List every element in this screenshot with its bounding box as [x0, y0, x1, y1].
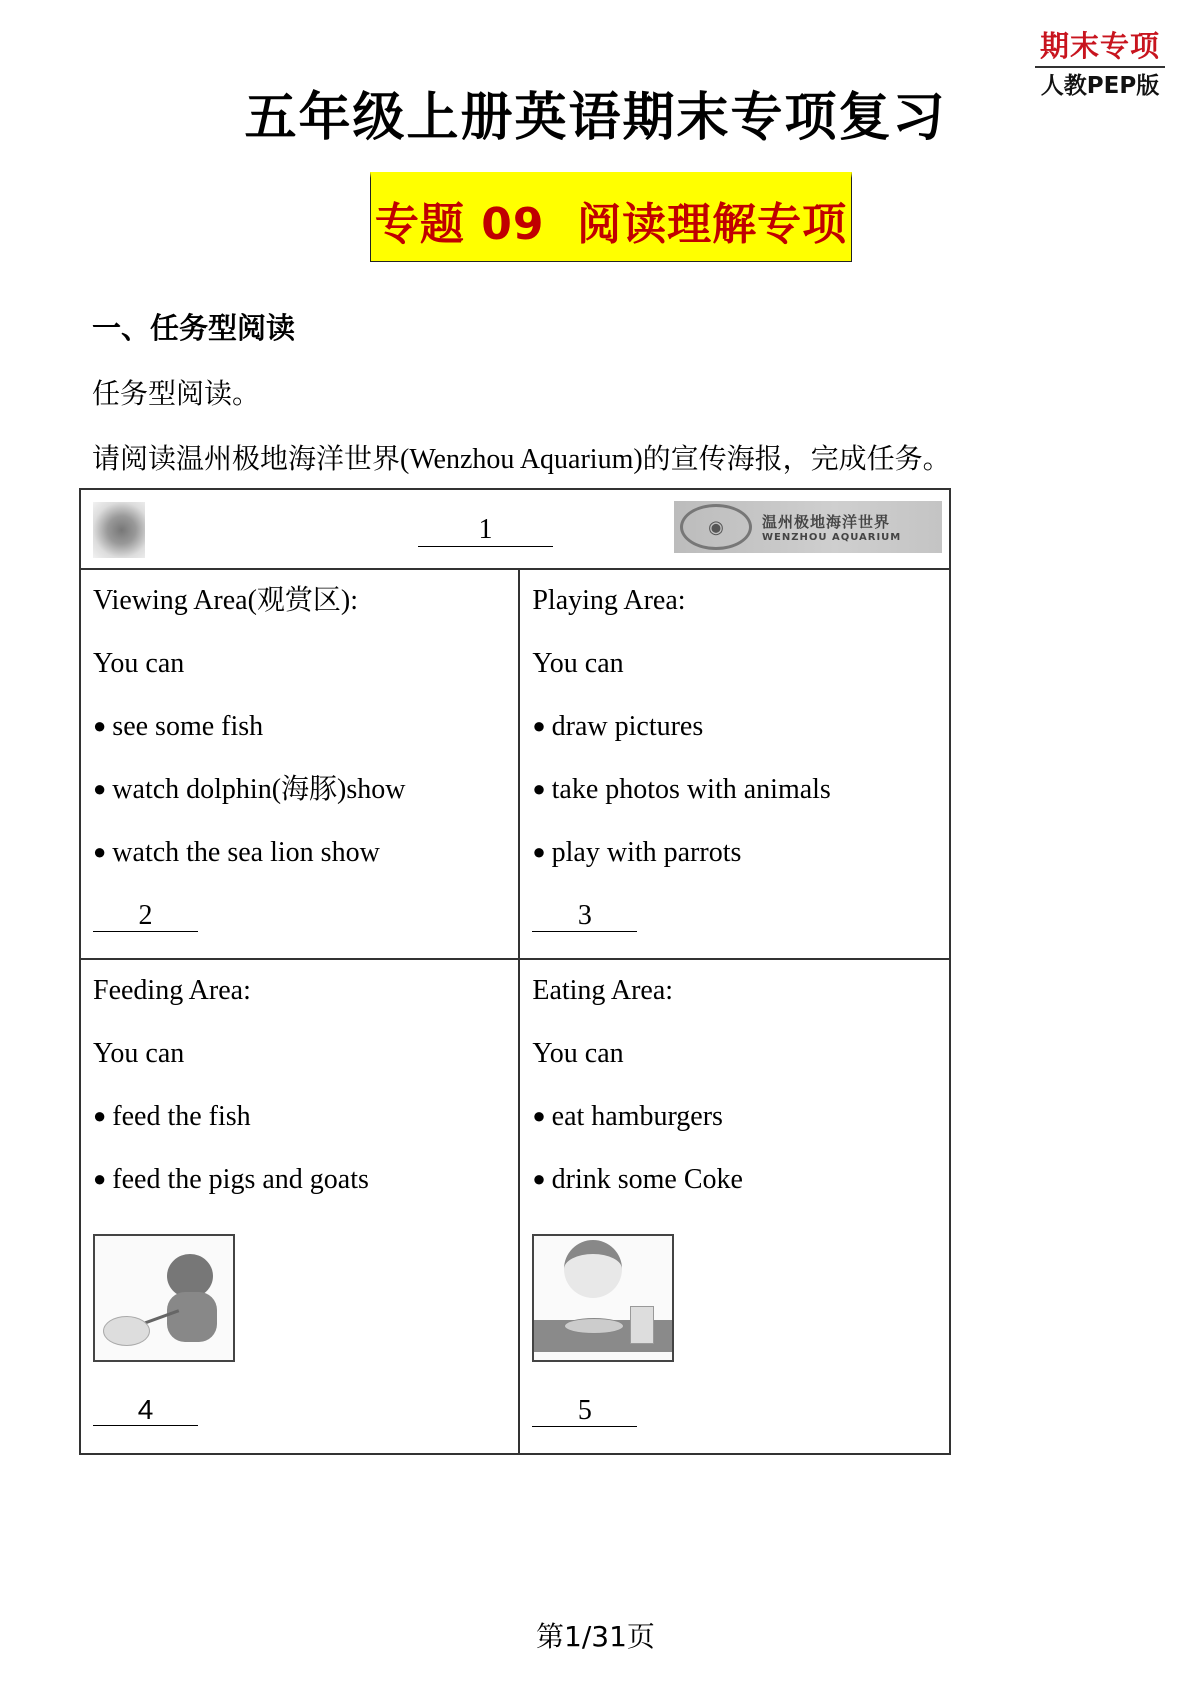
- aquarium-logo: [674, 501, 942, 553]
- logo-chinese-name: 温州极地海洋世界: [762, 513, 891, 531]
- eating-area-cell: [519, 959, 950, 1454]
- area-title: Feeding Area:: [93, 975, 251, 1006]
- list-item: ● see some fish: [93, 706, 506, 769]
- list-item: ● play with parrots: [532, 832, 937, 895]
- topic-label: 专题 09 阅读理解专项: [374, 198, 848, 250]
- area-lead: You can: [93, 1038, 185, 1069]
- list-item: ● take photos with animals: [532, 769, 937, 832]
- area-lead: You can: [93, 648, 185, 679]
- eye-emblem-icon: ◉: [680, 504, 752, 550]
- area-title: Viewing Area(观赏区):: [93, 585, 359, 616]
- page-number: 第1/31页: [536, 1620, 655, 1653]
- area-lead: You can: [532, 648, 624, 679]
- list-item: ● drink some Coke: [532, 1159, 937, 1222]
- list-item: ● feed the fish: [93, 1096, 506, 1159]
- answer-blank-1: 1: [418, 514, 553, 547]
- boy-eating-picture: [532, 1234, 674, 1362]
- list-item: ● watch the sea lion show: [93, 832, 506, 895]
- badge-divider: [1035, 66, 1165, 68]
- poster-header: [80, 489, 950, 569]
- area-title: Eating Area:: [532, 975, 674, 1006]
- aquarium-poster: [79, 488, 951, 1455]
- answer-blank-4: 4: [93, 1395, 198, 1426]
- list-item: ● draw pictures: [532, 706, 937, 769]
- area-title: Playing Area:: [532, 585, 686, 616]
- page-title: 五年级上册英语期末专项复习: [244, 88, 947, 148]
- area-lead: You can: [532, 1038, 624, 1069]
- koala-picture-icon: [93, 502, 145, 558]
- answer-blank-3: 3: [532, 901, 637, 932]
- viewing-area-cell: [80, 569, 519, 959]
- list-item: ● watch dolphin(海豚)show: [93, 769, 506, 832]
- list-item: ● feed the pigs and goats: [93, 1159, 506, 1222]
- section-instruction: 请阅读温州极地海洋世界(Wenzhou Aquarium)的宣传海报，完成任务。: [92, 444, 951, 475]
- topic-banner: [370, 172, 852, 262]
- feeding-area-cell: [80, 959, 519, 1454]
- boy-feeding-rabbit-picture: [93, 1234, 235, 1362]
- playing-area-cell: [519, 569, 950, 959]
- badge-edition: 人教PEP版: [1040, 73, 1160, 99]
- badge-title: 期末专项: [1039, 29, 1160, 63]
- answer-blank-2: 2: [93, 901, 198, 932]
- list-item: ● eat hamburgers: [532, 1096, 937, 1159]
- logo-english-name: WENZHOU AQUARIUM: [762, 532, 902, 543]
- section-intro: 任务型阅读。: [92, 379, 261, 410]
- section-heading: 一、任务型阅读: [92, 311, 296, 345]
- answer-blank-5: 5: [532, 1396, 637, 1427]
